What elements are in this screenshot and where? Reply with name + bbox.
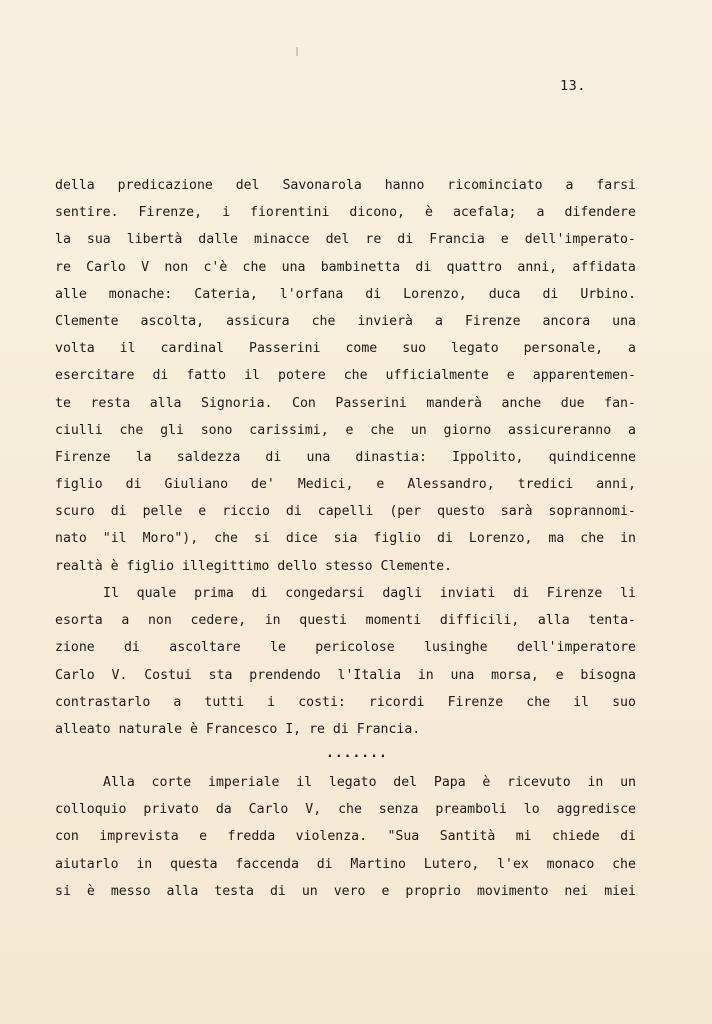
- word: che: [119, 422, 144, 438]
- word: una: [612, 313, 636, 329]
- word: Costui: [144, 667, 192, 683]
- word: due: [560, 395, 585, 411]
- word: privato: [143, 802, 199, 818]
- word: alla: [166, 883, 199, 899]
- word: di: [513, 586, 530, 601]
- word: inviati: [439, 586, 496, 601]
- word: di: [110, 504, 127, 520]
- word: farsi: [596, 178, 636, 193]
- word: a: [627, 341, 636, 357]
- section-separator: .......: [326, 746, 388, 761]
- word: e: [555, 667, 564, 683]
- word: suo: [402, 341, 427, 357]
- paragraph-1-line: [55, 498, 636, 525]
- paragraph-1-line: [55, 390, 636, 417]
- word: carissimi,: [249, 422, 329, 438]
- word: del: [325, 232, 350, 248]
- word: del: [393, 775, 418, 790]
- word: Ippolito,: [452, 449, 524, 465]
- word: pelle: [142, 504, 183, 520]
- word: che: [580, 531, 605, 547]
- word: del: [235, 178, 260, 193]
- word: nei: [564, 883, 589, 899]
- word: invierà: [357, 313, 413, 329]
- word: tenta-: [588, 613, 636, 629]
- word: dice: [285, 531, 318, 547]
- paragraph-1-line: [55, 281, 636, 308]
- word: capelli: [317, 504, 374, 520]
- word: ufficialmente: [385, 368, 489, 384]
- word: testa: [214, 883, 254, 899]
- word: assicureranno: [507, 422, 612, 438]
- word: predicazione: [117, 178, 213, 193]
- word: faccenda: [235, 856, 299, 872]
- word: in: [136, 856, 153, 872]
- paragraph-3-line: [55, 878, 636, 905]
- word: sia: [333, 531, 358, 547]
- paragraph-2-first-line: [55, 580, 636, 607]
- word: quale: [136, 586, 177, 601]
- word: con: [55, 829, 79, 845]
- word: che: [526, 694, 551, 710]
- word: di: [285, 504, 302, 520]
- paragraph-1-line: [55, 335, 636, 362]
- paragraph-1-line: [55, 362, 636, 389]
- word: di: [152, 368, 169, 384]
- word: di: [251, 586, 268, 601]
- word: Clemente: [55, 313, 119, 329]
- word: della: [55, 178, 95, 193]
- word: saldezza: [176, 449, 241, 465]
- word: alla: [537, 613, 570, 629]
- word: dagli: [382, 586, 423, 601]
- word: anche: [501, 395, 542, 411]
- word: anni,: [596, 477, 636, 493]
- word: come: [345, 341, 378, 357]
- paragraph-2-last-line: alleato naturale è Francesco I, re di Francia.: [55, 721, 421, 737]
- word: che: [242, 259, 267, 275]
- word: dalle: [198, 232, 238, 248]
- word: suo: [612, 694, 636, 710]
- word: ciulli: [55, 422, 103, 438]
- paragraph-1-line: [55, 308, 636, 335]
- word: congedarsi: [285, 586, 365, 601]
- word: minacce: [254, 232, 310, 248]
- word: scuro: [55, 504, 95, 520]
- word: in: [620, 531, 636, 547]
- word: nato: [55, 531, 87, 547]
- word: sua: [86, 232, 111, 248]
- word: ricominciato: [447, 178, 543, 193]
- word: in: [264, 613, 281, 629]
- word: chiede: [552, 829, 600, 845]
- word: l'ex: [497, 856, 529, 872]
- paper-mark: [296, 47, 298, 56]
- word: lusinghe: [424, 640, 488, 656]
- word: dicono,: [349, 205, 405, 221]
- word: Alla: [103, 775, 135, 790]
- paragraph-1-line: [55, 199, 636, 226]
- word: preamboli: [435, 802, 507, 818]
- word: tredici: [517, 477, 574, 493]
- word: manderà: [426, 395, 482, 411]
- word: affidata: [572, 259, 636, 275]
- word: prendendo: [249, 667, 321, 683]
- word: Lorenzo,: [468, 531, 533, 547]
- word: sta: [208, 667, 233, 683]
- word: una: [281, 259, 306, 275]
- word: i: [222, 205, 231, 221]
- word: da: [215, 802, 232, 818]
- word: in: [587, 775, 604, 790]
- word: re: [365, 232, 382, 248]
- word: costi:: [298, 694, 346, 710]
- word: pericolose: [315, 640, 395, 656]
- word: proprio: [405, 883, 461, 899]
- word: di: [265, 449, 282, 465]
- word: Il: [103, 586, 119, 601]
- word: "Sua: [387, 829, 420, 845]
- word: Medici,: [297, 477, 354, 493]
- word: dell'imperatore: [516, 640, 636, 656]
- word: fredda: [227, 829, 276, 845]
- word: che: [214, 531, 238, 547]
- word: Urbino.: [580, 286, 636, 302]
- word: volta: [55, 341, 95, 357]
- word: è: [482, 775, 491, 790]
- word: Papa: [433, 775, 466, 790]
- word: contrastarlo: [55, 694, 151, 710]
- word: cardinal: [160, 341, 225, 357]
- word: ma: [548, 531, 565, 547]
- page-number: 13.: [560, 78, 586, 94]
- paragraph-2: [55, 580, 636, 743]
- word: imperiale: [208, 775, 280, 790]
- word: sentire.: [55, 205, 119, 221]
- word: Passerini: [335, 395, 407, 411]
- word: che: [370, 422, 395, 438]
- word: senza: [378, 802, 419, 818]
- paragraph-1: [55, 172, 636, 580]
- paragraph-1-line: [55, 525, 636, 552]
- word: de': [251, 477, 275, 493]
- word: Moro"),: [142, 531, 199, 547]
- word: ancora: [542, 313, 591, 329]
- word: la: [135, 449, 152, 465]
- word: di: [620, 829, 636, 845]
- word: non: [147, 613, 172, 629]
- paragraph-3-line: [55, 823, 636, 850]
- word: e: [198, 504, 207, 520]
- word: Passerini: [249, 341, 321, 357]
- word: resta: [90, 395, 131, 411]
- word: Santità: [439, 829, 496, 845]
- word: figlio: [55, 477, 103, 493]
- word: il: [296, 775, 313, 790]
- word: "il: [102, 531, 127, 547]
- word: soprannomi-: [548, 504, 636, 520]
- word: gli: [160, 422, 184, 438]
- word: Signoria.: [201, 395, 273, 411]
- word: alle: [55, 286, 87, 302]
- word: il: [244, 368, 260, 384]
- word: e: [345, 422, 354, 438]
- word: colloquio: [55, 802, 127, 818]
- word: legato: [451, 341, 499, 357]
- word: Firenze: [546, 586, 603, 601]
- word: a: [121, 613, 130, 629]
- word: aggredisce: [556, 802, 636, 818]
- word: è: [86, 883, 95, 899]
- word: questi: [299, 613, 347, 629]
- word: violenza.: [295, 829, 368, 845]
- paragraph-3: [55, 769, 636, 905]
- word: morsa,: [491, 667, 539, 683]
- word: aiutarlo: [55, 856, 119, 872]
- word: esercitare: [55, 368, 135, 384]
- word: fiorentini: [250, 205, 330, 221]
- word: acefala;: [452, 205, 517, 221]
- word: fan-: [604, 395, 636, 411]
- word: dell'imperato-: [524, 232, 636, 248]
- word: a: [536, 205, 545, 221]
- word: mi: [515, 829, 532, 845]
- word: l'orfana: [279, 286, 344, 302]
- word: Firenze,: [138, 205, 203, 221]
- word: si: [55, 883, 71, 899]
- word: questo: [437, 504, 485, 520]
- word: di: [437, 531, 453, 547]
- word: movimento: [476, 883, 549, 899]
- word: i: [267, 694, 276, 710]
- word: cedere,: [190, 613, 247, 629]
- word: duca: [488, 286, 521, 302]
- word: sarà: [500, 504, 533, 520]
- word: l'Italia: [337, 667, 402, 683]
- word: zione: [55, 640, 95, 656]
- word: Firenze: [447, 694, 504, 710]
- word: in: [417, 667, 434, 683]
- paragraph-2-line: [55, 662, 636, 689]
- word: di: [316, 856, 333, 872]
- word: e: [381, 883, 390, 899]
- word: e: [506, 368, 515, 384]
- word: Martino: [350, 856, 406, 872]
- paragraph-2-line: [55, 689, 636, 716]
- word: miei: [604, 883, 636, 899]
- word: Carlo: [248, 802, 289, 818]
- word: e: [376, 477, 385, 493]
- paragraph-1-line: [55, 417, 636, 444]
- paragraph-1-line: [55, 172, 636, 199]
- word: a: [627, 422, 636, 438]
- word: Carlo: [86, 259, 126, 275]
- word: figlio: [373, 531, 422, 547]
- word: Alessandro,: [407, 477, 495, 493]
- word: potere: [278, 368, 326, 384]
- paragraph-1-line: [55, 444, 636, 471]
- word: corte: [151, 775, 192, 790]
- word: apparentemen-: [532, 368, 636, 384]
- word: (per: [389, 504, 422, 520]
- word: ascoltare: [169, 640, 241, 656]
- word: ricordi: [368, 694, 425, 710]
- word: Savonarola: [282, 178, 362, 193]
- word: e: [500, 232, 509, 248]
- word: prima: [194, 586, 234, 601]
- word: Giuliano: [164, 477, 229, 493]
- word: una: [450, 667, 475, 683]
- word: il: [119, 341, 136, 357]
- word: Francia: [429, 232, 485, 248]
- word: questa: [169, 856, 218, 872]
- word: monaco: [546, 856, 595, 872]
- word: di: [542, 286, 559, 302]
- word: personale,: [523, 341, 604, 357]
- paragraph-2-line: [55, 607, 636, 634]
- word: è: [425, 205, 433, 221]
- paragraph-1-line: [55, 471, 636, 498]
- paragraph-2-line: [55, 634, 636, 661]
- word: il: [573, 694, 590, 710]
- word: quattro: [446, 259, 503, 275]
- word: di: [415, 259, 432, 275]
- word: legato: [328, 775, 377, 790]
- word: anni,: [517, 259, 558, 275]
- word: fatto: [186, 368, 227, 384]
- word: Con: [292, 395, 316, 411]
- word: a: [435, 313, 443, 329]
- word: che: [612, 856, 636, 872]
- word: di: [269, 883, 286, 899]
- word: la: [55, 232, 71, 248]
- word: un: [620, 775, 636, 790]
- word: a: [173, 694, 182, 710]
- word: V.: [111, 667, 128, 683]
- word: quindicenne: [548, 449, 636, 465]
- word: e: [199, 829, 208, 845]
- word: giorno: [443, 422, 492, 438]
- word: esorta: [55, 613, 103, 629]
- word: che: [311, 313, 336, 329]
- paragraph-1-last-line: realtà è figlio illegittimo dello stesso Clemente.: [55, 558, 452, 574]
- word: imprevista: [99, 829, 179, 845]
- word: bisogna: [580, 667, 636, 683]
- word: dinastia:: [355, 449, 427, 465]
- word: lo: [523, 802, 540, 818]
- word: messo: [110, 883, 151, 899]
- paragraph-3-first-line: [55, 769, 636, 796]
- word: libertà: [126, 232, 183, 248]
- word: di: [124, 640, 140, 656]
- word: di: [125, 477, 142, 493]
- word: assicura: [226, 313, 290, 329]
- word: bambinetta: [320, 259, 401, 275]
- word: a: [565, 178, 574, 193]
- word: tutti: [204, 694, 245, 710]
- word: V: [141, 259, 150, 275]
- word: ascolta,: [140, 313, 205, 329]
- word: Lutero,: [423, 856, 480, 872]
- word: Carlo: [55, 667, 95, 683]
- word: riccio: [222, 504, 270, 520]
- word: che: [343, 368, 368, 384]
- word: momenti: [365, 613, 422, 629]
- word: ricevuto: [507, 775, 571, 790]
- word: Firenze: [464, 313, 521, 329]
- word: te: [55, 395, 71, 411]
- paragraph-1-line: [55, 226, 636, 253]
- word: una: [306, 449, 331, 465]
- word: di: [397, 232, 414, 248]
- word: un: [301, 883, 318, 899]
- word: li: [620, 586, 636, 601]
- word: Lorenzo,: [403, 286, 467, 302]
- word: di: [365, 286, 382, 302]
- word: che: [338, 802, 362, 818]
- word: Cateria,: [194, 286, 258, 302]
- word: hanno: [384, 178, 425, 193]
- word: re: [55, 259, 71, 275]
- word: vero: [333, 883, 366, 899]
- word: si: [253, 531, 270, 547]
- word: monache:: [108, 286, 173, 302]
- word: difficili,: [439, 613, 520, 629]
- word: c'è: [203, 259, 228, 275]
- paragraph-1-line: [55, 254, 636, 281]
- word: un: [410, 422, 427, 438]
- paragraph-3-line: [55, 851, 636, 878]
- word: non: [164, 259, 189, 275]
- word: difendere: [564, 205, 636, 221]
- word: sono: [200, 422, 233, 438]
- word: alla: [149, 395, 182, 411]
- word: le: [270, 640, 286, 656]
- word: V,: [305, 802, 322, 818]
- word: Firenze: [55, 449, 111, 465]
- paragraph-3-line: [55, 796, 636, 823]
